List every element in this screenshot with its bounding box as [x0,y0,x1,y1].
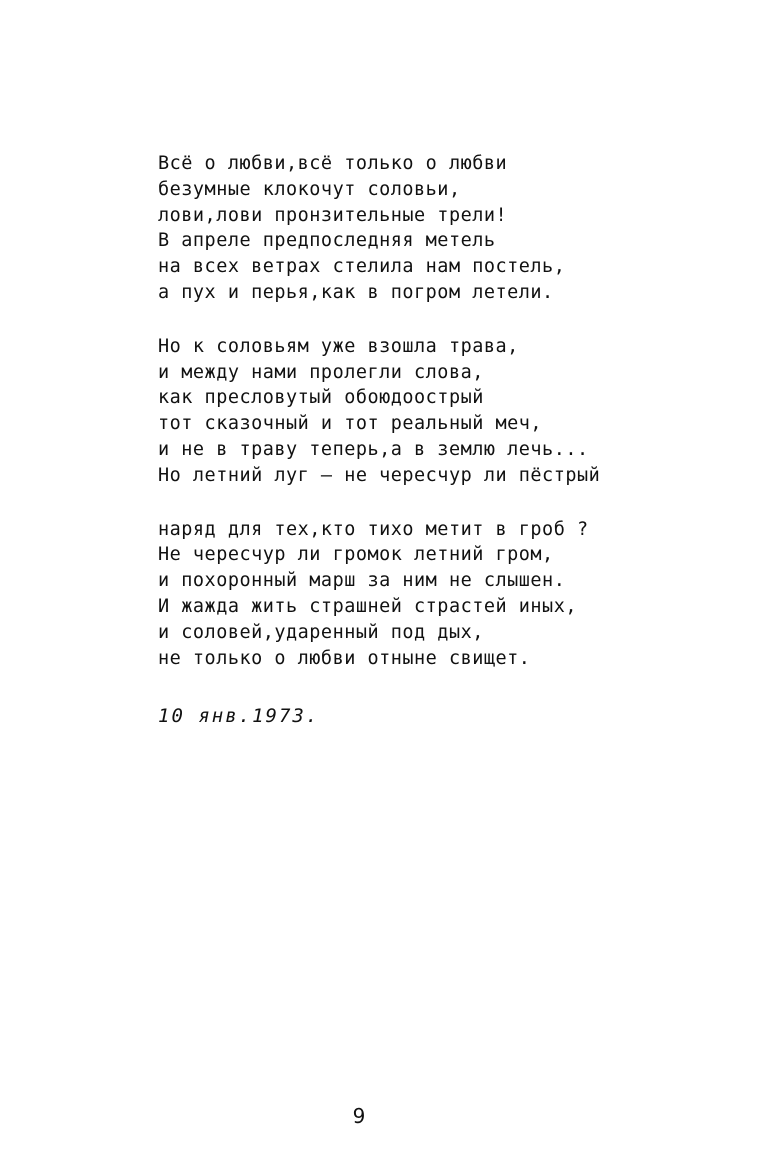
poem-line: безумные клокочут соловьи, [158,178,461,200]
poem-line: и не в траву теперь,а в землю лечь... [158,438,589,460]
poem-line: наряд для тех,кто тихо метит в гроб ? [158,518,589,540]
poem-line: а пух и перья,как в погром летели. [158,281,554,303]
stanza-2 [158,334,758,489]
poem-line: Всё о любви,всё только о любви [158,153,508,174]
poem-line: как пресловутый обоюдоострый [158,387,484,409]
poem-line: не только о любви отныне свищет. [158,647,531,669]
poem-line: Но летний луг — не чересчур ли пёстрый [158,464,601,486]
poem-line: Но к соловьям уже взошла трава, [158,335,519,357]
poem-line: Не чересчур ли громок летний гром, [158,544,554,566]
stanza-1 [158,151,758,306]
poem-line: и похоронный марш за ним не слышен. [158,570,566,592]
page-number: 9 [352,1104,366,1128]
poem-line: и соловей,ударенный под дых, [158,621,484,643]
poem-line: тот сказочный и тот реальный меч, [158,413,543,435]
poem-line: на всех ветрах стелила нам постель, [158,256,566,278]
poem [158,151,758,699]
poem-line: И жажда жить страшней страстей иных, [158,595,577,617]
poem-line: В апреле предпоследняя метель [158,230,496,252]
poem-line: лови,лови пронзительные трели! [158,204,508,226]
poem-line: и между нами пролегли слова, [158,361,484,383]
stanza-3 [158,517,758,672]
poem-date: 10 янв.1973. [158,705,320,727]
